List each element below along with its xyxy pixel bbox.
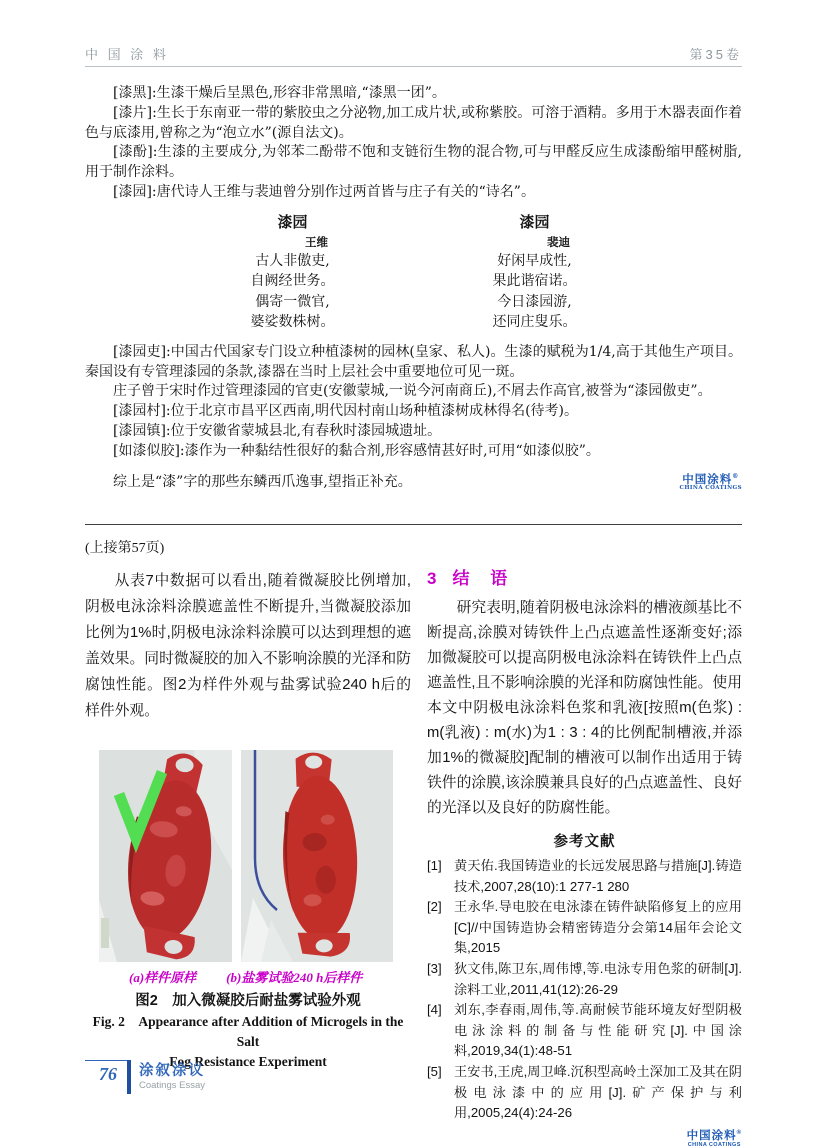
essay-paragraph: [如漆似胶]:漆作为一种黏结性很好的黏合剂,形容感情甚好时,可用“如漆似胶”。 bbox=[113, 442, 600, 459]
reference-item bbox=[427, 1000, 742, 1062]
journal-name: 中 国 涂 料 bbox=[85, 47, 169, 62]
conclusion-heading bbox=[427, 568, 742, 590]
page-number-box bbox=[85, 1060, 127, 1087]
poem-line: 婆娑数株树。 bbox=[250, 314, 335, 331]
conclusion-body: 研究表明,随着阴极电泳涂料的槽液颜基比不断提高,涂膜对铸铁件上凸点遮盖性逐渐变好;添加微凝胶可以提高阴极电泳涂料在铸铁件上凸点遮盖性,且不影响涂膜的光泽和防腐蚀性能。使用本文中阴极电泳涂料色浆和乳液[按照m(色浆) : m(乳液) : m(水)为1 : 3 : 4的比例配制槽液,并添加1%的微凝胶]配制的槽液可以制作出适用于铸铁件的涂膜,该涂膜兼具良好的凸点遮盖性、良好的光泽以及良好的防腐性能。 bbox=[427, 600, 742, 816]
volume-label: 第35卷 bbox=[689, 47, 742, 62]
logo-subtitle: CHINA COATINGS bbox=[687, 1142, 741, 1148]
registered-mark: ® bbox=[736, 1129, 742, 1136]
page-header bbox=[85, 44, 742, 63]
subcaption-b: (b)盐雾试验240 h后样件 bbox=[226, 970, 363, 985]
figure-caption-cn: 图2 加入微凝胶后耐盐雾试验外观 bbox=[135, 993, 361, 1009]
figure-subcaptions bbox=[85, 967, 411, 986]
reference-text: 刘东,李春雨,周伟,等.高耐候节能环境友好型阴极电泳涂料的制备与性能研究[J].中国涂料,2019,34(1):48-51 bbox=[454, 1002, 742, 1059]
reference-marker: [3] bbox=[427, 960, 442, 976]
essay-paragraph: [漆酚]:生漆的主要成分,为邻苯二酚带不饱和支链衍生物的混合物,可与甲醛反应生成漆酚缩甲醛树脂,用于制作涂料。 bbox=[85, 144, 742, 181]
poem-line: 果此谐宿诺。 bbox=[492, 273, 577, 290]
poems-block bbox=[85, 211, 742, 333]
reference-marker: [5] bbox=[427, 1063, 442, 1079]
section-title: 结 语 bbox=[452, 569, 516, 588]
essay-paragraph: [漆园]:唐代诗人王维与裴迪曾分别作过两首皆与庄子有关的“诗名”。 bbox=[113, 183, 535, 200]
right-column bbox=[427, 568, 742, 1148]
references-heading: 参考文献 bbox=[553, 834, 616, 850]
logo-name: 中国涂料 bbox=[682, 471, 733, 486]
page-number: 76 bbox=[99, 1064, 117, 1084]
sample-photo-original bbox=[99, 750, 232, 962]
reference-text: 黄天佑.我国铸造业的长远发展思路与措施[J].铸造技术,2007,28(10):1 277-1 280 bbox=[454, 858, 742, 894]
continuation-note: (上接第57页) bbox=[85, 541, 165, 556]
essay-paragraph: [漆园吏]:中国古代国家专门设立种植漆树的园林(皇家、私人)。生漆的赋税为1/4,高于其他生产项目。秦国设有专管理漆园的条款,漆器在当时上层社会中重要地位可见一斑。 bbox=[85, 343, 742, 380]
essay-paragraph: 庄子曾于宋时作过管理漆园的官吏(安徽蒙城,一说今河南商丘),不屑去作高官,被誉为“漆园傲吏”。 bbox=[113, 383, 712, 400]
poem-peidi bbox=[460, 211, 610, 333]
reference-marker: [4] bbox=[427, 1002, 442, 1018]
china-coatings-logo bbox=[680, 473, 742, 492]
page-footer bbox=[85, 1060, 205, 1094]
footer-bar bbox=[127, 1060, 131, 1094]
reference-item bbox=[427, 959, 742, 1000]
subcaption-a: (a)样件原样 bbox=[129, 970, 197, 985]
reference-text: 王永华.导电胶在电泳漆在铸件缺陷修复上的应用[C]//中国铸造协会精密铸造分会第14届年会论文集,2015 bbox=[454, 899, 742, 956]
china-coatings-logo bbox=[687, 1130, 742, 1148]
column-name-cn: 涂叙涂议 bbox=[139, 1063, 205, 1079]
section-divider bbox=[85, 524, 742, 525]
reference-text: 王安书,王虎,周卫峰.沉积型高岭土深加工及其在阴极电泳漆中的应用[J].矿产保护与利用,2005,24(4):24-26 bbox=[454, 1063, 742, 1121]
poem-title: 漆园 bbox=[519, 212, 550, 231]
logo-name: 中国涂料 bbox=[686, 1129, 737, 1142]
poem-author: 王维 bbox=[305, 234, 328, 249]
poem-line: 好闲早成性, bbox=[497, 252, 572, 269]
poem-line: 还同庄叟乐。 bbox=[492, 314, 577, 331]
column-name bbox=[139, 1060, 205, 1092]
header-rule bbox=[85, 66, 742, 67]
column-name-en: Coatings Essay bbox=[139, 1080, 206, 1091]
reference-item bbox=[427, 856, 742, 897]
essay-closing: 综上是“漆”字的那些东鳞西爪逸事,望指正补充。 bbox=[113, 473, 412, 490]
poem-line: 自阙经世务。 bbox=[250, 273, 335, 290]
essay-closing-row bbox=[85, 473, 742, 493]
poem-line: 今日漆园游, bbox=[497, 293, 572, 310]
essay-section bbox=[85, 84, 742, 492]
poem-line: 古人非傲吏, bbox=[255, 252, 330, 269]
essay-paragraph: [漆园村]:位于北京市昌平区西南,明代因村南山场种植漆树成林得名(待考)。 bbox=[113, 403, 579, 420]
poem-title: 漆园 bbox=[277, 212, 308, 231]
reference-marker: [1] bbox=[427, 858, 442, 873]
poem-author: 裴迪 bbox=[547, 234, 570, 249]
essay-paragraph: [漆园镇]:位于安徽省蒙城县北,有春秋时漆园城遗址。 bbox=[113, 422, 442, 439]
poem-wangwei bbox=[218, 211, 368, 333]
reference-marker: [2] bbox=[427, 899, 442, 915]
article-paragraph: 从表7中数据可以看出,随着微凝胶比例增加,阴极电泳涂料涂膜遮盖性不断提升,当微凝胶添加比例为1%时,阴极电泳涂料涂膜可以达到理想的遮盖效果。同时微凝胶的加入不影响涂膜的光泽和防腐蚀性能。图2为样件外观与盐雾试验240 h后的样件外观。 bbox=[85, 573, 411, 719]
registered-mark: ® bbox=[732, 472, 740, 480]
sample-photo-salt-fog bbox=[241, 750, 393, 962]
reference-text: 狄文伟,陈卫东,周伟博,等.电泳专用色浆的研制[J].涂料工业,2011,41(12):26-29 bbox=[454, 960, 742, 997]
poem-line: 偶寄一微官, bbox=[255, 293, 330, 310]
essay-paragraph: [漆片]:生长于东南亚一带的紫胶虫之分泌物,加工成片状,或称紫胶。可溶于酒精。多用于木器表面作着色与底漆用,曾称之为“泡立水”(源自法文)。 bbox=[85, 104, 742, 141]
reference-item bbox=[427, 1062, 742, 1124]
figure-2 bbox=[85, 750, 411, 962]
section-number: 3 bbox=[427, 569, 437, 588]
logo-subtitle: CHINA COATINGS bbox=[679, 485, 742, 492]
reference-item bbox=[427, 897, 742, 959]
figure-caption-en: Fig. 2 Appearance after Addition of Microgels in the Salt Fog Resistance Experiment bbox=[92, 1014, 404, 1069]
essay-paragraph: [漆黑]:生漆干燥后呈黑色,形容非常黑暗,“漆黑一团”。 bbox=[113, 85, 446, 101]
